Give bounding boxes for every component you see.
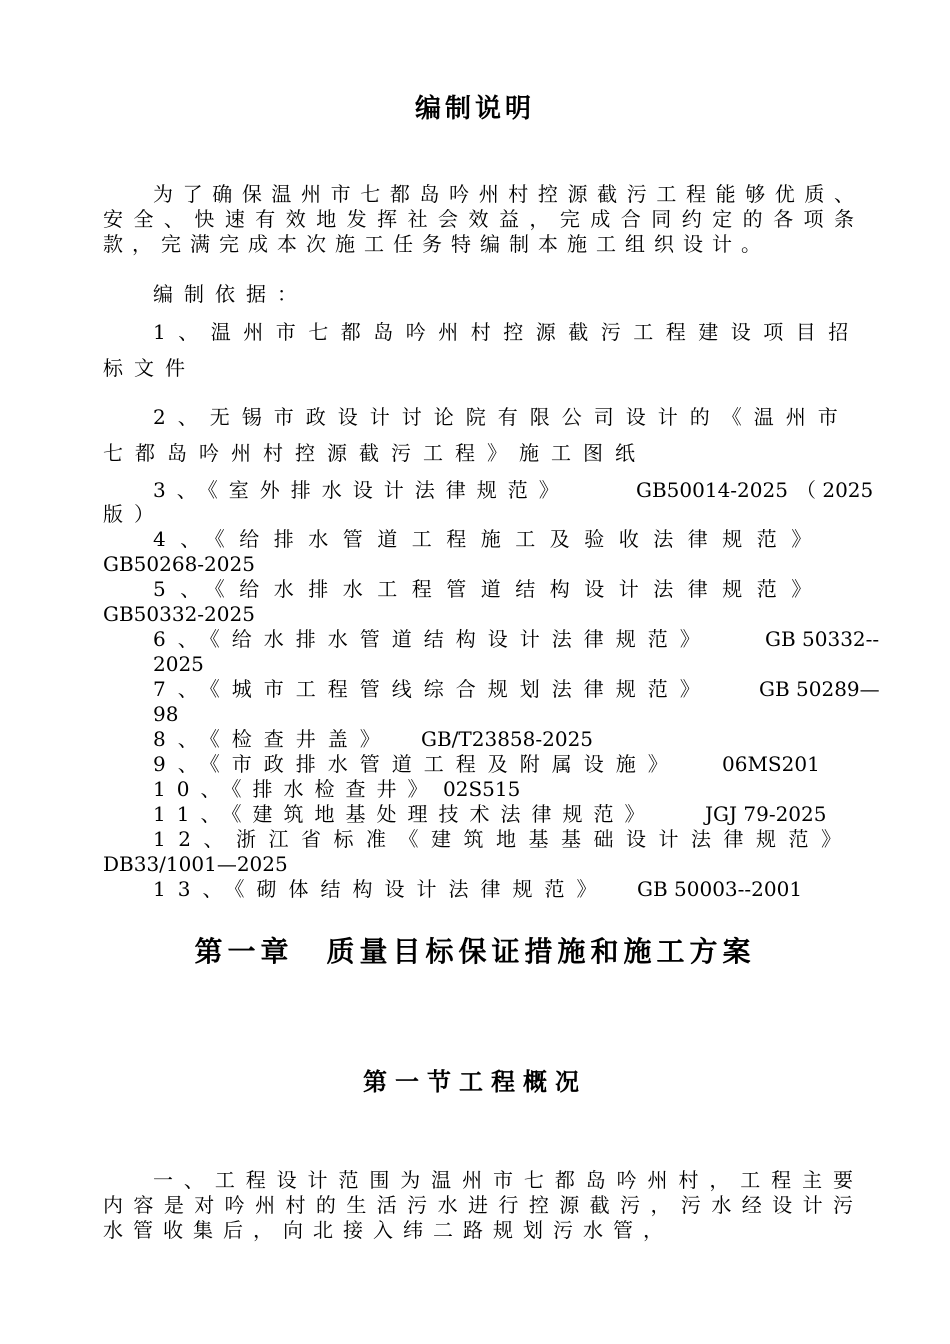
basis-label: 编制依据：	[153, 282, 308, 306]
chapter-heading: 第一章 质量目标保证措施和施工方案	[194, 935, 756, 968]
basis-item-7-code: GB 50289—	[759, 677, 880, 701]
basis-item-13-code: GB 50003--2001	[637, 877, 803, 901]
basis-item-3	[153, 478, 873, 503]
basis-item-8	[153, 727, 873, 752]
basis-item-12: 12、浙江省标准《建筑地基基础设计法律规范》	[153, 827, 854, 851]
basis-item-2: 2、无锡市政设计讨论院有限公司设计的《温州市	[153, 405, 850, 429]
basis-item-9	[153, 752, 873, 777]
basis-item-11-code: JGJ 79-2025	[705, 802, 827, 826]
basis-item-9-code: 06MS201	[722, 752, 820, 776]
overview-paragraph: 一、工程设计范围为温州市七都岛吟州村，工程主要内容是对吟州村的生活污水进行控源截污，污水经设计污水管收集后，向北接入纬二路规划污水管，	[103, 1168, 863, 1242]
basis-item-10	[153, 777, 873, 802]
basis-item-10-name: 10、《排水检查井》	[153, 777, 439, 801]
basis-item-6	[153, 627, 880, 652]
basis-item-7-name: 7、《城市工程管线综合规划法律规范》	[153, 677, 712, 701]
basis-item-5-code: GB50332-2025	[103, 602, 255, 626]
section-heading: 第一节工程概况	[363, 1068, 587, 1096]
basis-item-3-cont: 版）	[103, 502, 165, 526]
basis-item-6-code: GB 50332--	[765, 627, 880, 651]
basis-item-3-name: 3、《室外排水设计法律规范》	[153, 478, 570, 502]
basis-item-13-name: 13、《砌体结构设计法律规范》	[153, 877, 609, 901]
basis-item-11	[153, 802, 873, 827]
basis-item-1-cont: 标文件	[103, 356, 196, 380]
basis-item-6-year: 2025	[153, 652, 204, 676]
basis-item-1: 1、温州市七都岛吟州村控源截污工程建设项目招	[153, 320, 861, 344]
basis-item-8-name: 8、《检查井盖》	[153, 727, 392, 751]
basis-item-11-name: 11、《建筑地基处理技术法律规范》	[153, 802, 656, 826]
basis-item-2-cont: 七都岛吟州村控源截污工程》施工图纸	[103, 441, 647, 465]
basis-item-7	[153, 677, 880, 702]
basis-item-13	[153, 877, 873, 902]
basis-item-3-year: （ 2025	[796, 478, 874, 502]
basis-item-5: 5、《给水排水工程管道结构设计法律规范》	[153, 577, 826, 601]
basis-item-3-code: GB50014-2025	[636, 478, 788, 502]
basis-item-6-name: 6、《给水排水管道结构设计法律规范》	[153, 627, 712, 651]
basis-item-10-code: 02S515	[443, 777, 521, 801]
basis-item-7-year: 98	[153, 702, 179, 726]
intro-paragraph: 为了确保温州市七都岛吟州村控源截污工程能够优质、安全、快速有效地发挥社会效益，完成合同约定的各项条款，完满完成本次施工任务特编制本施工组织设计。	[103, 182, 863, 256]
basis-item-4: 4、《给排水管道工程施工及验收法律规范》	[153, 527, 826, 551]
basis-item-9-name: 9、《市政排水管道工程及附属设施》	[153, 752, 680, 776]
page-title: 编制说明	[414, 94, 535, 124]
basis-item-4-code: GB50268-2025	[103, 552, 255, 576]
basis-item-8-code: GB/T23858-2025	[421, 727, 594, 751]
basis-item-12-code: DB33/1001—2025	[103, 852, 288, 876]
